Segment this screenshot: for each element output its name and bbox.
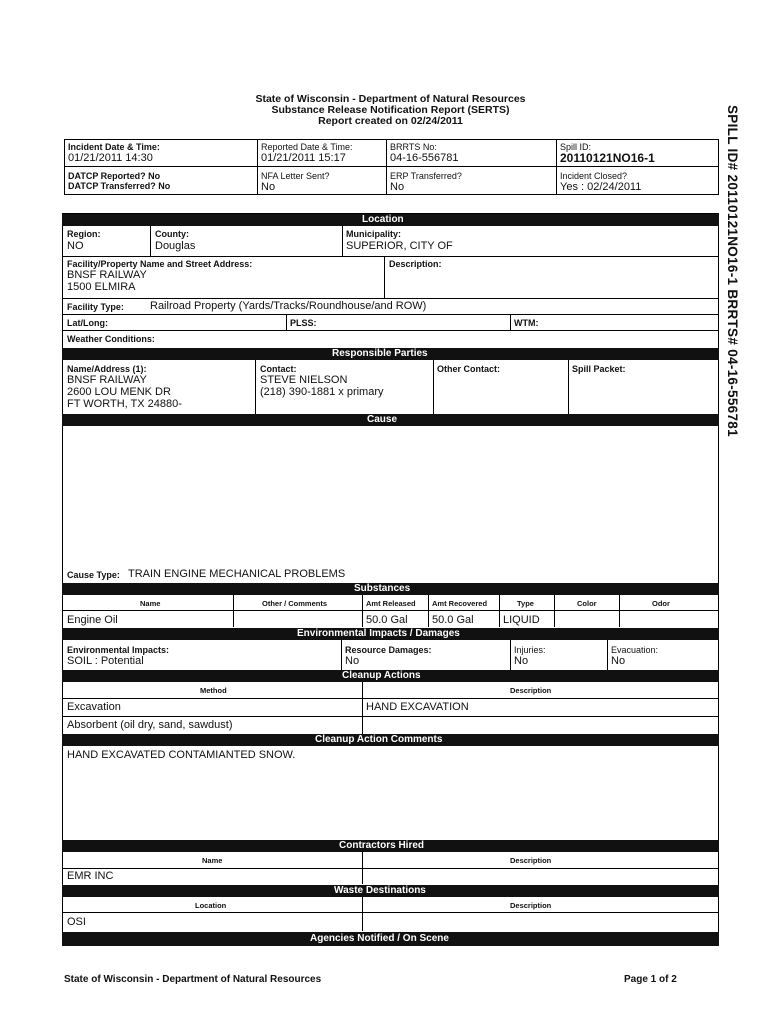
datcp-transferred: DATCP Transferred? No — [68, 181, 171, 191]
report-header — [62, 94, 719, 127]
incident-closed-value: Yes : 02/24/2011 — [560, 181, 642, 193]
brrts-value: 04-16-556781 — [390, 152, 459, 164]
rp-contact-name: STEVE NIELSON — [260, 374, 348, 386]
waste-col-description: Description — [510, 901, 552, 910]
waste-title: Waste Destinations — [334, 885, 426, 896]
cause-bar — [62, 414, 719, 426]
brrts-label: BRRTS No: — [390, 142, 437, 152]
rp-contact-phone: (218) 390-1881 x primary — [260, 386, 384, 398]
rp-name-line-2: 2600 LOU MENK DR — [67, 386, 171, 398]
region-value: NO — [67, 240, 84, 252]
latlong-label: Lat/Long: — [67, 318, 108, 328]
impacts-bar — [62, 628, 719, 640]
sub-col-color: Color — [577, 599, 597, 608]
header-agency: State of Wisconsin - Department of Natural Resources — [255, 93, 526, 105]
cleanup-row-1-method: Excavation — [67, 701, 121, 713]
resource-damages-value: No — [345, 655, 360, 667]
sub-col-odor: Odor — [652, 599, 670, 608]
comments-text: HAND EXCAVATED CONTAMIANTED SNOW. — [67, 749, 296, 761]
nfa-label: NFA Letter Sent? — [261, 171, 330, 181]
weather-label: Weather Conditions: — [67, 334, 155, 344]
sub-col-released: Amt Released — [366, 599, 416, 608]
footer-page-number: Page 1 of 2 — [624, 974, 677, 985]
sub-row-recovered: 50.0 Gal — [432, 614, 474, 626]
contractors-col-description: Description — [510, 856, 552, 865]
county-value: Douglas — [155, 240, 196, 252]
facility-address: 1500 ELMIRA — [67, 281, 136, 293]
injuries-label: Injuries: — [514, 645, 546, 655]
plss-label: PLSS: — [290, 318, 317, 328]
cleanup-bar — [62, 670, 719, 682]
rp-spill-packet-label: Spill Packet: — [572, 364, 626, 374]
facility-name: BNSF RAILWAY — [67, 269, 147, 281]
injuries-value: No — [514, 655, 529, 667]
rp-name-label: Name/Address (1): — [67, 364, 147, 374]
impacts-title: Environmental Impacts / Damages — [297, 628, 460, 639]
contractors-bar — [62, 840, 719, 852]
comments-bar — [62, 734, 719, 746]
description-label: Description: — [389, 259, 442, 269]
waste-row-location: OSI — [67, 916, 86, 928]
sub-row-name: Engine Oil — [67, 614, 118, 626]
cleanup-row-2-method: Absorbent (oil dry, sand, sawdust) — [67, 719, 233, 731]
env-impacts-label: Environmental Impacts: — [67, 645, 170, 655]
agencies-title: Agencies Notified / On Scene — [310, 933, 449, 944]
sub-row-released: 50.0 Gal — [366, 614, 408, 626]
side-spill-label — [722, 105, 742, 455]
spill-id-label: Spill ID: — [560, 142, 592, 152]
county-label: County: — [155, 229, 189, 239]
location-title: Location — [362, 214, 404, 225]
cleanup-col-description: Description — [510, 686, 552, 695]
waste-bar — [62, 885, 719, 897]
substances-title: Substances — [354, 583, 411, 594]
rp-name-line-1: BNSF RAILWAY — [67, 374, 147, 386]
facility-type-value: Railroad Property (Yards/Tracks/Roundhouse/and ROW) — [150, 300, 427, 312]
contractor-row-name: EMR INC — [67, 870, 114, 882]
facility-type-label: Facility Type: — [67, 302, 124, 312]
reported-date-label: Reported Date & Time: — [261, 142, 353, 152]
substances-bar — [62, 583, 719, 595]
cause-title: Cause — [367, 414, 398, 425]
sub-row-type: LIQUID — [503, 614, 540, 626]
env-impacts-value: SOIL : Potential — [67, 655, 144, 667]
evacuation-value: No — [611, 655, 626, 667]
region-label: Region: — [67, 229, 101, 239]
facility-label: Facility/Property Name and Street Address: — [67, 259, 253, 269]
cause-type-label: Cause Type: — [67, 570, 120, 580]
contractors-title: Contractors Hired — [339, 840, 425, 851]
evacuation-label: Evacuation: — [611, 645, 659, 655]
cleanup-title: Cleanup Actions — [342, 670, 421, 681]
cause-type-value: TRAIN ENGINE MECHANICAL PROBLEMS — [128, 568, 346, 580]
agencies-bar — [62, 932, 719, 946]
responsible-title: Responsible Parties — [332, 348, 428, 359]
municipality-value: SUPERIOR, CITY OF — [346, 240, 453, 252]
responsible-bar — [62, 348, 719, 360]
sub-col-recovered: Amt Recovered — [432, 599, 488, 608]
waste-col-location: Location — [195, 901, 227, 910]
header-created-date: Report created on 02/24/2011 — [318, 115, 463, 127]
erp-label: ERP Transferred? — [390, 171, 462, 181]
nfa-value: No — [261, 181, 276, 193]
reported-date-value: 01/21/2011 15:17 — [261, 152, 346, 164]
rp-other-contact-label: Other Contact: — [437, 364, 500, 374]
municipality-label: Municipality: — [346, 229, 402, 239]
erp-value: No — [390, 181, 405, 193]
rp-name-line-3: FT WORTH, TX 24880- — [67, 398, 182, 410]
cleanup-col-method: Method — [200, 686, 227, 695]
incident-date-label: Incident Date & Time: — [68, 142, 160, 152]
resource-damages-label: Resource Damages: — [345, 645, 432, 655]
sub-col-name: Name — [140, 599, 161, 608]
wtm-label: WTM: — [514, 318, 539, 328]
sub-col-comments: Other / Comments — [262, 599, 328, 608]
sub-col-type: Type — [517, 599, 534, 608]
contractors-col-name: Name — [202, 856, 223, 865]
incident-date-value: 01/21/2011 14:30 — [68, 152, 153, 164]
header-report-name: Substance Release Notification Report (SERTS) — [271, 104, 510, 116]
incident-closed-label: Incident Closed? — [560, 171, 628, 181]
side-spill-text: SPILL ID# 20110121NO16-1 BRRTS# 04-16-556781 — [725, 105, 740, 437]
comments-title: Cleanup Action Comments — [315, 734, 443, 745]
spill-id-value: 20110121NO16-1 — [560, 151, 655, 165]
cleanup-row-1-description: HAND EXCAVATION — [366, 701, 469, 713]
location-bar — [62, 214, 719, 226]
datcp-reported: DATCP Reported? No — [68, 171, 161, 181]
rp-contact-label: Contact: — [260, 364, 297, 374]
footer-agency: State of Wisconsin - Department of Natural Resources — [64, 974, 322, 985]
